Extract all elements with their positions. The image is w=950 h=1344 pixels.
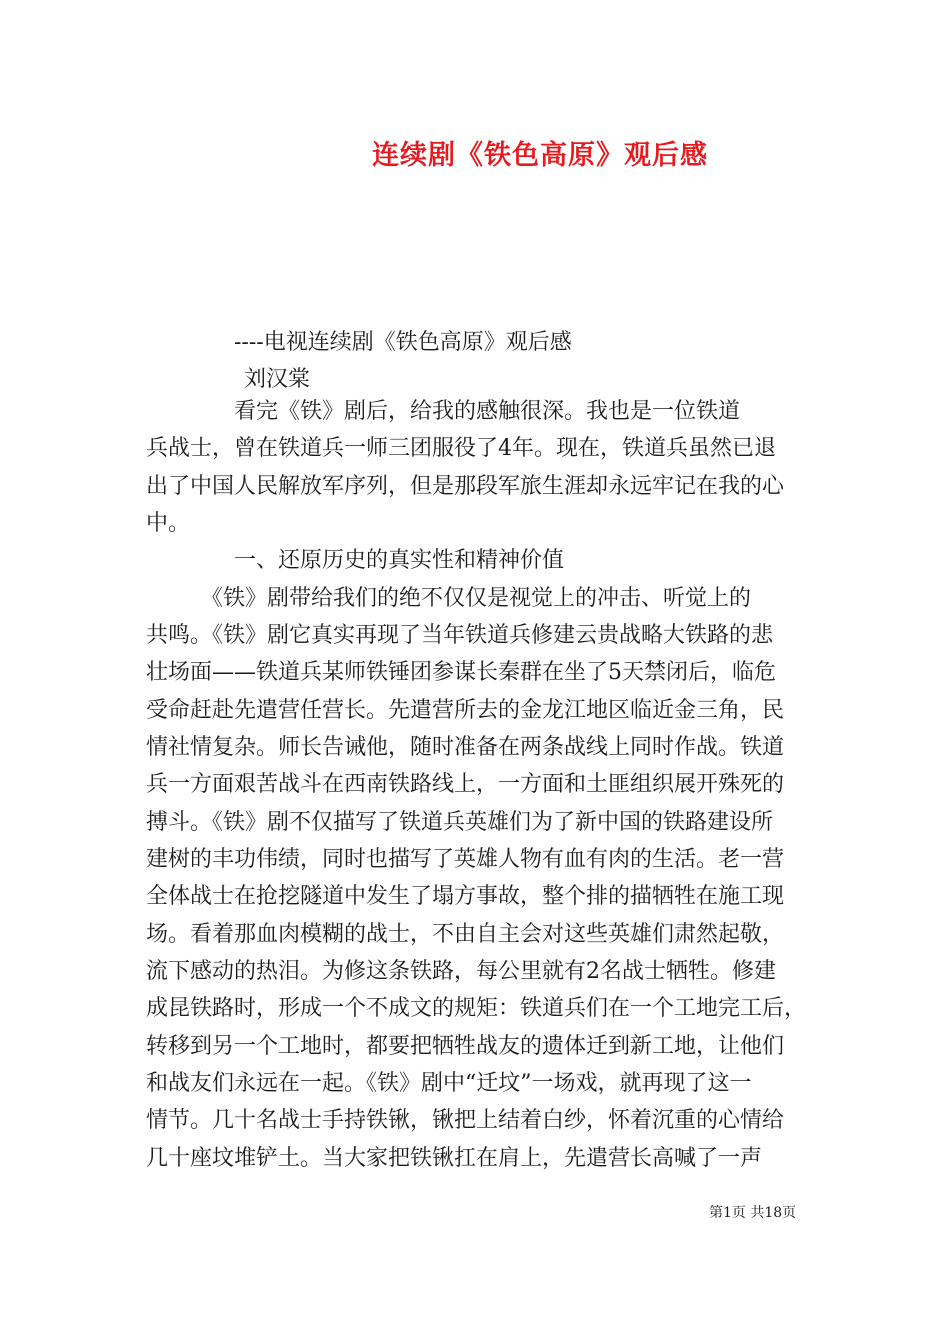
page-number: 第1页 共18页 xyxy=(709,1205,797,1221)
body-line: 搏斗。《铁》剧不仅描写了铁道兵英雄们为了新中国的铁路建设所 xyxy=(146,810,774,835)
body-line: 出了中国人民解放军序列，但是那段军旅生涯却永远牢记在我的心 xyxy=(146,474,785,499)
body-line: 和战友们永远在一起。《铁》剧中“迁坟”一场戏，就再现了这一 xyxy=(146,1071,752,1096)
body-line: 情节。几十名战士手持铁锹，锹把上结着白纱，怀着沉重的心情给 xyxy=(146,1108,785,1133)
body-line: 看完《铁》剧后，给我的感触很深。我也是一位铁道 xyxy=(146,399,741,424)
body-line: 转移到另一个工地时，都要把牺牲战友的遗体迁到新工地，让他们 xyxy=(146,1034,785,1059)
body-line: 全体战士在抢挖隧道中发生了塌方事故，整个排的描牺牲在施工现 xyxy=(146,884,785,909)
body-line: 兵战士，曾在铁道兵一师三团服役了4年。现在，铁道兵虽然已退 xyxy=(146,436,776,461)
body-line: 《铁》剧带给我们的绝不仅仅是视觉上的冲击、听觉上的 xyxy=(146,586,752,611)
body-line: 场。看着那血肉模糊的战士，不由自主会对这些英雄们肃然起敬， xyxy=(146,922,785,947)
body-line: 共鸣。《铁》剧它真实再现了当年铁道兵修建云贵战略大铁路的悲 xyxy=(146,623,774,648)
body-line: 壮场面——铁道兵某师铁锤团参谋长秦群在坐了5天禁闭后，临危 xyxy=(146,660,776,685)
body-line: 中。 xyxy=(146,511,191,536)
body-line: 建树的丰功伟绩，同时也描写了英雄人物有血有肉的生活。老一营 xyxy=(146,847,785,872)
body-line: 受命赶赴先遣营任营长。先遣营所去的金龙江地区临近金三角，民 xyxy=(146,698,785,723)
document-author: 刘汉棠 xyxy=(244,367,311,392)
body-line: 兵一方面艰苦战斗在西南铁路线上，一方面和土匪组织展开殊死的 xyxy=(146,772,785,797)
body-line: 几十座坟堆铲土。当大家把铁锹扛在肩上，先遣营长高喊了一声 xyxy=(146,1146,763,1171)
document-title: 连续剧《铁色高原》观后感 xyxy=(372,140,708,171)
body-line: 流下感动的热泪。为修这条铁路，每公里就有2名战士牺牲。修建 xyxy=(146,959,776,984)
body-line: 情社情复杂。师长告诫他，随时准备在两条战线上同时作战。铁道 xyxy=(146,735,785,760)
document-subtitle: ----电视连续剧《铁色高原》观后感 xyxy=(234,330,572,355)
body-line: 成昆铁路时，形成一个不成文的规矩：铁道兵们在一个工地完工后， xyxy=(146,996,807,1021)
section-heading: 一、还原历史的真实性和精神价值 xyxy=(146,548,565,573)
